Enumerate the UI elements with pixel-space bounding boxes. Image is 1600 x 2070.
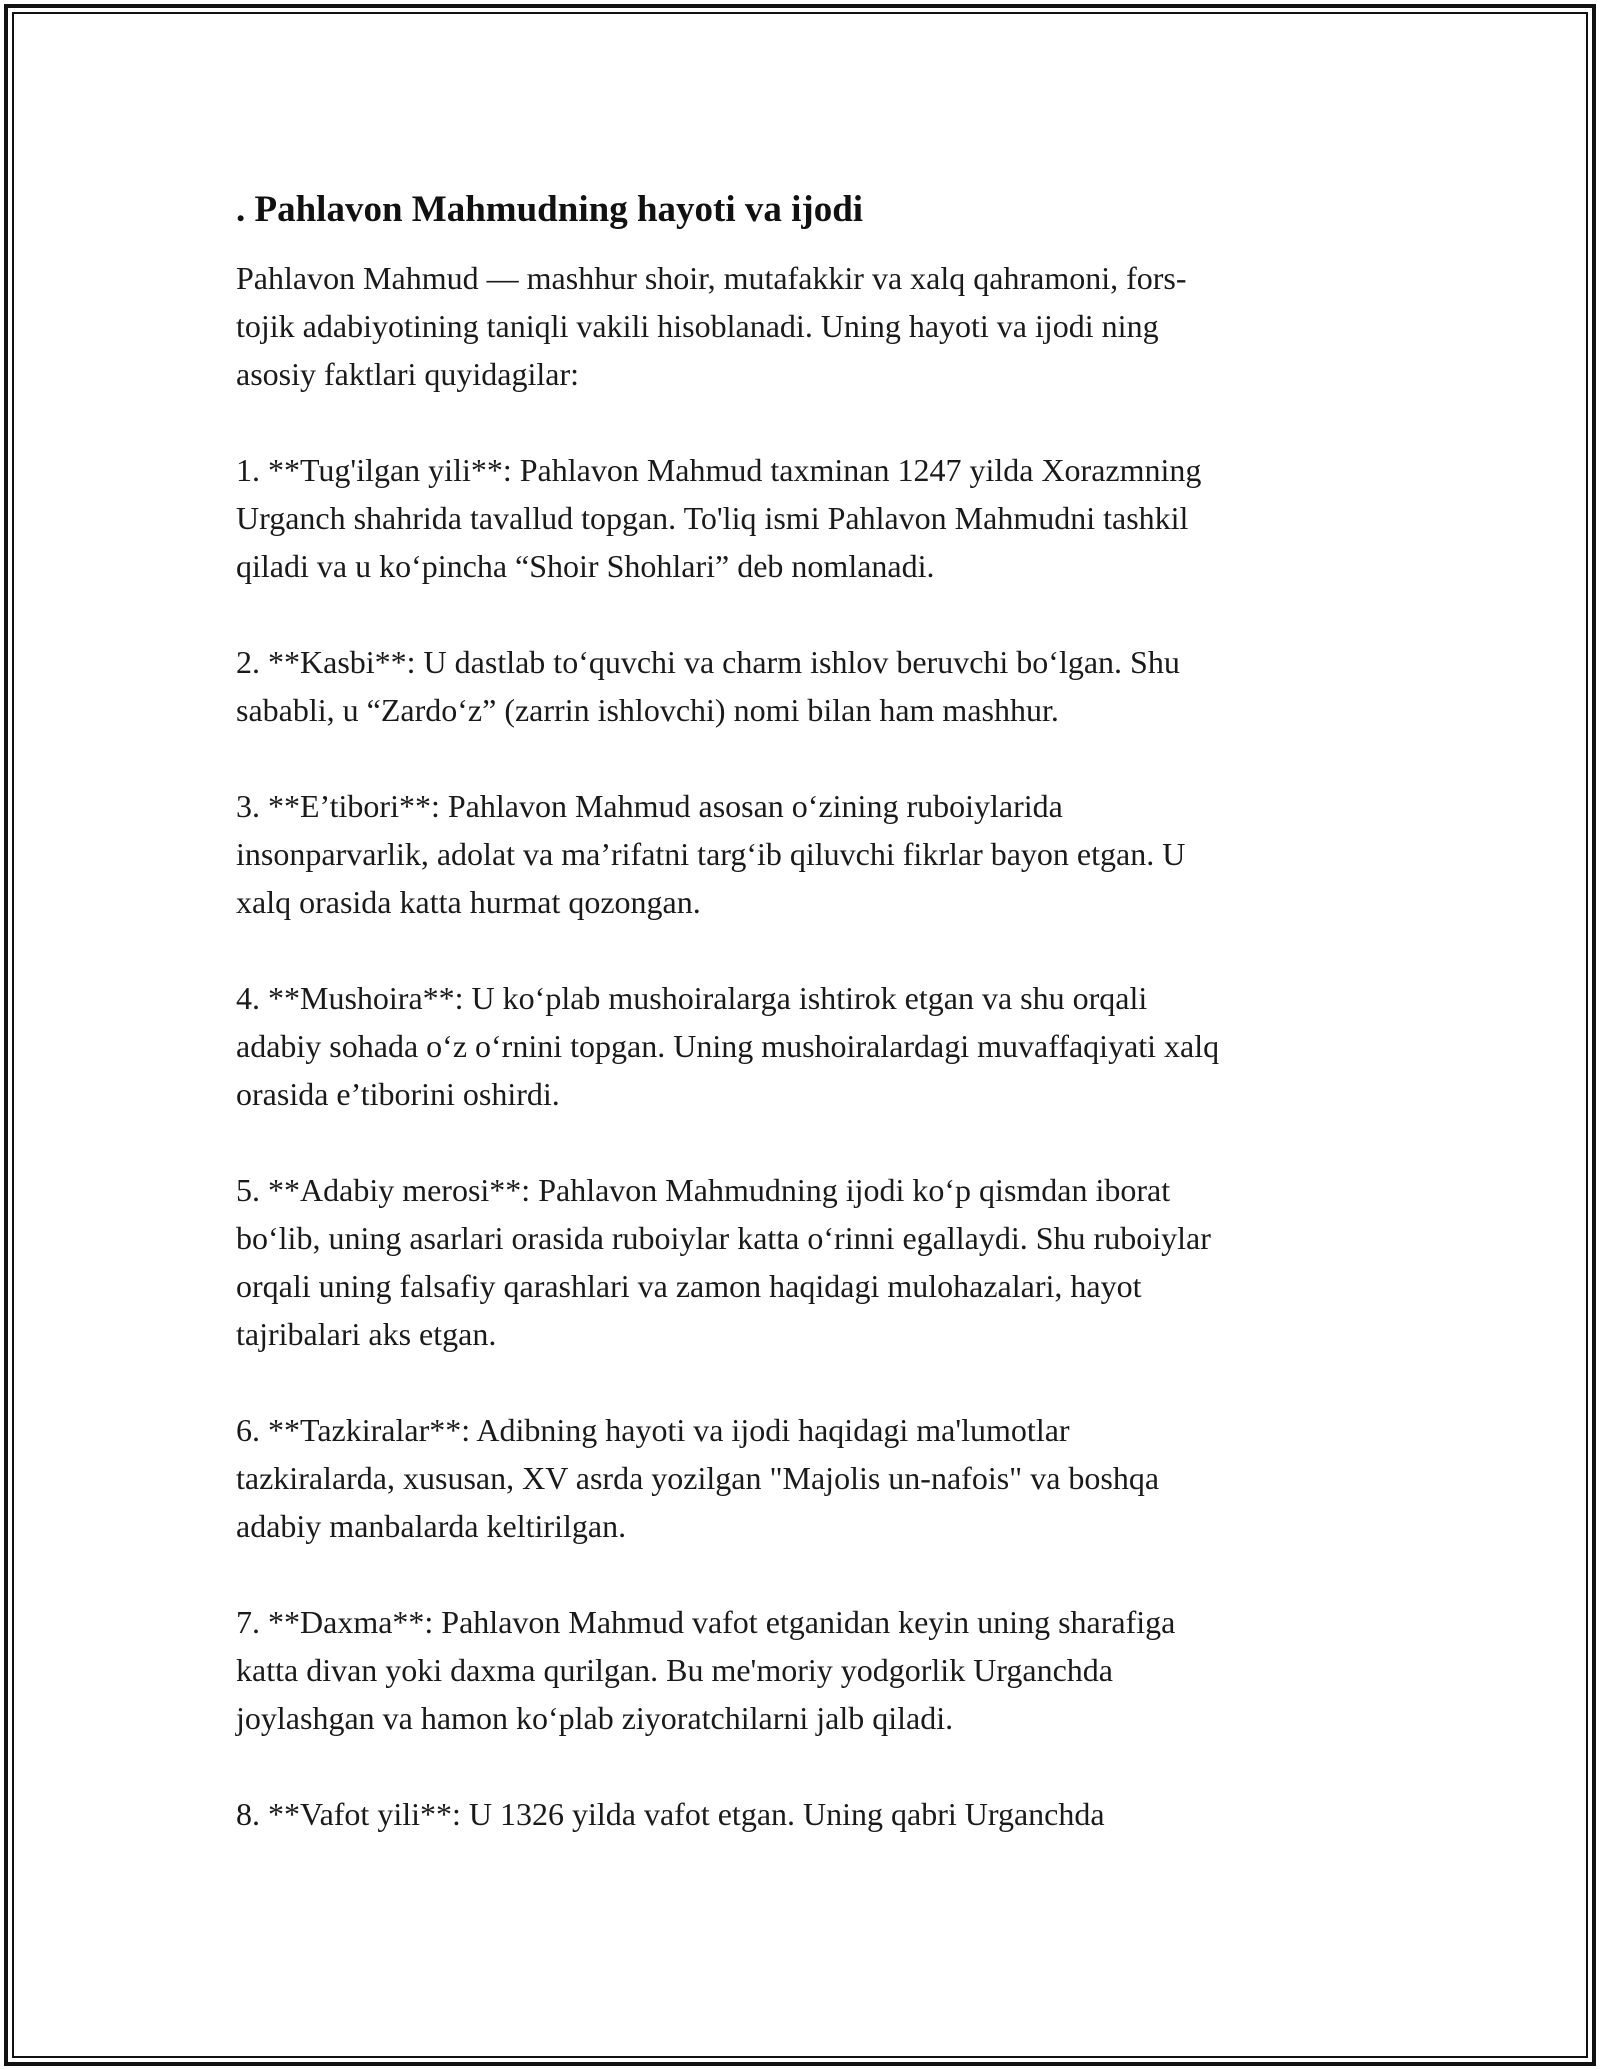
list-item-birth-year: 1. **Tug'ilgan yili**: Pahlavon Mahmud taxminan 1247 yilda Xorazmning Urganch shahrida tavallud topgan. To'liq ismi Pahlavon Mahmudni tashkil qiladi va u ko‘pincha “Shoir Shohlari” deb nomlanadi. (236, 452, 1202, 584)
list-item-literary-legacy: 5. **Adabiy merosi**: Pahlavon Mahmudning ijodi ko‘p qismdan iborat bo‘lib, uning asarlari orasida ruboiylar katta o‘rinni egallaydi. Shu ruboiylar orqali uning falsafiy qarashlari va zamon haqidagi mulohazalari, hayot tajribalari aks etgan. (236, 1172, 1211, 1352)
document-body (236, 184, 1386, 1886)
list-item-tazkiralar: 6. **Tazkiralar**: Adibning hayoti va ijodi haqidagi ma'lumotlar tazkiralarda, xususan, XV asrda yozilgan "Majolis un-nafois" va boshqa adabiy manbalarda keltirilgan. (236, 1412, 1160, 1544)
document-title: . Pahlavon Mahmudning hayoti va ijodi (236, 189, 864, 230)
list-item-mushoira: 4. **Mushoira**: U ko‘plab mushoiralarga ishtirok etgan va shu orqali adabiy sohada o‘z o‘rnini topgan. Uning mushoiralardagi muvaffaqiyati xalq orasida e’tiborini oshirdi. (236, 980, 1220, 1112)
list-item-reputation: 3. **E’tibori**: Pahlavon Mahmud asosan o‘zining ruboiylarida insonparvarlik, adolat va ma’rifatni targ‘ib qiluvchi fikrlar bayon etgan. U xalq orasida katta hurmat qozongan. (236, 788, 1186, 920)
list-item-death-year: 8. **Vafot yili**: U 1326 yilda vafot etgan. Uning qabri Urganchda (236, 1796, 1105, 1832)
list-item-daxma: 7. **Daxma**: Pahlavon Mahmud vafot etganidan keyin uning sharafiga katta divan yoki daxma qurilgan. Bu me'moriy yodgorlik Urganchda joylashgan va hamon ko‘plab ziyoratchilarni jalb qiladi. (236, 1604, 1176, 1736)
list-item-profession: 2. **Kasbi**: U dastlab to‘quvchi va charm ishlov beruvchi bo‘lgan. Shu sababli, u “Zardo‘z” (zarrin ishlovchi) nomi bilan ham mashhur. (236, 644, 1180, 728)
intro-paragraph: Pahlavon Mahmud — mashhur shoir, mutafakkir va xalq qahramoni, fors- tojik adabiyotining taniqli vakili hisoblanadi. Uning hayoti va ijodi ning asosiy faktlari quyidagilar: (236, 260, 1187, 392)
